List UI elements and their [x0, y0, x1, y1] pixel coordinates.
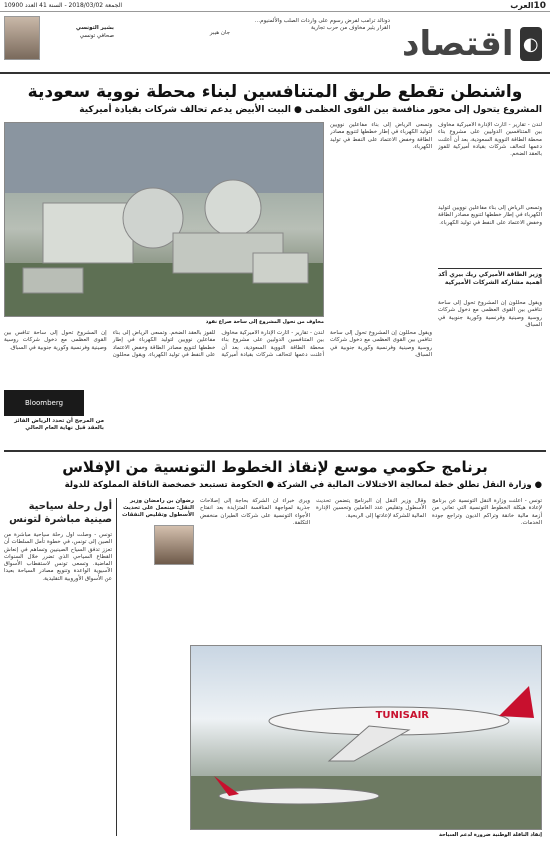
story1-caption: مخاوف من تحول المشروع إلى ساحة صراع نفوذ — [205, 319, 324, 325]
sidebar-rule — [116, 498, 117, 836]
story1-col-1b: وتسعى الرياض إلى بناء مفاعلين نوويين لتوليد الكهرباء في إطار خططها لتنويع مصادر الطاقة وخفض الاعتماد على النفط في توليد الكهرباء. — [438, 205, 542, 226]
story1-photo — [4, 122, 324, 317]
story2-subhead: ● وزارة النقل تطلق خطة لمعالجة الاختلالات المالية في الشركة ● الحكومة تستبعد خصخصة الناقلة المملوكة للدولة — [64, 480, 542, 490]
airplane-illustration — [190, 646, 541, 830]
author-name: بشير التونسي — [75, 25, 114, 31]
story2-photo — [190, 645, 542, 830]
nuclear-plant-illustration — [4, 123, 323, 317]
story1-col-3: ويقول محللون إن المشروع تحول إلى ساحة تنافس بين القوى العظمى مع دخول شركات روسية وصينية وفرنسية وكورية جنوبية في السباق. — [330, 330, 432, 358]
story1-col-1c: ويقول محللون إن المشروع تحول إلى ساحة تنافس بين القوى العظمى مع دخول شركات روسية وصينية وفرنسية وكورية جنوبية في السباق. — [438, 300, 542, 328]
story1-lower-text-2: وتسعى الرياض إلى بناء مفاعلين نوويين لتوليد الكهرباء في إطار خططها لتنويع مصادر الطاقة وخفض الاعتماد على النفط في توليد الكهرباء. — [112, 330, 216, 358]
minister-photo — [154, 525, 194, 565]
story1-headline[interactable]: واشنطن تقطع طريق المتنافسين لبناء محطة نووية سعودية — [27, 82, 523, 102]
masthead-teaser-2[interactable] — [130, 30, 230, 66]
story1-quote-1: وزير الطاقة الأميركي ريك بيري أكد أهمية مشاركة الشركات الأميركية — [438, 268, 542, 287]
story2-col-1: تونس - أعلنت وزارة النقل التونسية عن برنامج لإعادة هيكلة الخطوط التونسية التي تعاني من أزمة مالية خانقة وتراكم الديون وتراجع جودة الخدمات. — [432, 498, 542, 526]
source-badge: Bloomberg — [4, 390, 84, 416]
story1-lower-text-3: ويقول محللون إن المشروع تحول إلى ساحة تنافس بين القوى العظمى مع دخول شركات روسية وصينية وفرنسية وكورية جنوبية في السباق. — [4, 330, 146, 358]
page-header-bar — [0, 0, 550, 12]
section-name: اقتصاد — [402, 24, 514, 64]
sidebar-headline[interactable]: أول رحلة سياحية صينية مباشرة لتونس — [9, 501, 112, 525]
author-box — [4, 16, 114, 70]
page-number: 10 — [533, 0, 546, 11]
story2-quote: رضوان بن رامضان وزير النقل: سنعمل على تحديث الأسطول وتقليص النفقات — [122, 498, 194, 518]
story1-subhead: المشروع يتحول إلى محور منافسة بين القوى العظمى ● البيت الأبيض يدعم تحالف شركات بقيادة أميركية — [79, 105, 542, 115]
story2-headline[interactable]: برنامج حكومي موسع لإنقاذ الخطوط التونسية من الإفلاس — [62, 458, 488, 476]
teaser-text-2: جان هيبر — [209, 30, 230, 36]
story1-lower-text-1: لندن - تقارير - أثارت الإدارة الأميركية مخاوف بين المتنافسين الدوليين على مشروع بناء محطة الطاقة النووية السعودية، بعد أن أعلنت دعمها لتحالف شركات بقيادة أميركية للفوز بالعقد الضخم. — [169, 330, 324, 358]
story1-col-2: وتسعى الرياض إلى بناء مفاعلين نوويين لتوليد الكهرباء في إطار خططها لتنويع مصادر الطاقة وخفض الاعتماد على النفط في توليد الكهرباء. — [330, 122, 432, 150]
airline-logo-text: TUNISAIR — [375, 710, 429, 721]
story2-col-2: وقال وزير النقل إن البرنامج يتضمن تحديث الأسطول وتقليص عدد العاملين وتحسين الإدارة المالية للشركة لإعادتها إلى الربحية. — [316, 498, 426, 519]
story1-quote-2: من المرجح أن تحدد الرياض الفائز بالعقد قبل نهاية العام الحالي — [14, 418, 104, 431]
story2-caption: إنقاذ الناقلة الوطنية ضرورة لدعم السياحة — [439, 832, 542, 838]
teaser-text-1: دونالد ترامب لفرض رسوم على واردات الصلب والألمنيوم… القرار يثير مخاوف من حرب تجارية — [254, 18, 390, 31]
paper-name: العرب — [510, 1, 534, 10]
story2-col-3: ويرى خبراء أن الشركة بحاجة إلى إصلاحات جذرية لمواجهة المنافسة المتزايدة بعد انفتاح الأجواء التونسية على شركات الطيران منخفض التكلفة. — [200, 498, 310, 526]
author-photo — [4, 16, 40, 60]
author-title: صحافي تونسي — [79, 33, 114, 39]
story1-col-1: لندن - تقارير - أثارت الإدارة الأميركية مخاوف بين المتنافسين الدوليين على مشروع بناء محطة الطاقة النووية السعودية، بعد أن أعلنت دعمها لتحالف شركات بقيادة أميركية للفوز بالعقد الضخم. — [438, 122, 542, 158]
sidebar-body: تونس - وصلت أول رحلة سياحية مباشرة من الصين إلى تونس، في خطوة تأمل السلطات أن تعزز تدفق السياح الصينيين وتساهم في إنعاش القطاع السياحي الذي تضرر خلال السنوات الماضية. وتسعى تونس لاستقطاب الأسواق الآسيوية الواعدة وتنويع مصادر السياحة بعيدا عن الأسواق الأوروبية التقليدية. — [4, 532, 112, 582]
date-line: الجمعة 2018/03/02 - السنة 41 العدد 10900 — [4, 2, 122, 9]
section-logo-icon: ◐ — [520, 27, 542, 61]
masthead-teaser-1[interactable] — [240, 18, 390, 68]
section-divider — [4, 450, 546, 452]
section-title — [402, 18, 542, 70]
